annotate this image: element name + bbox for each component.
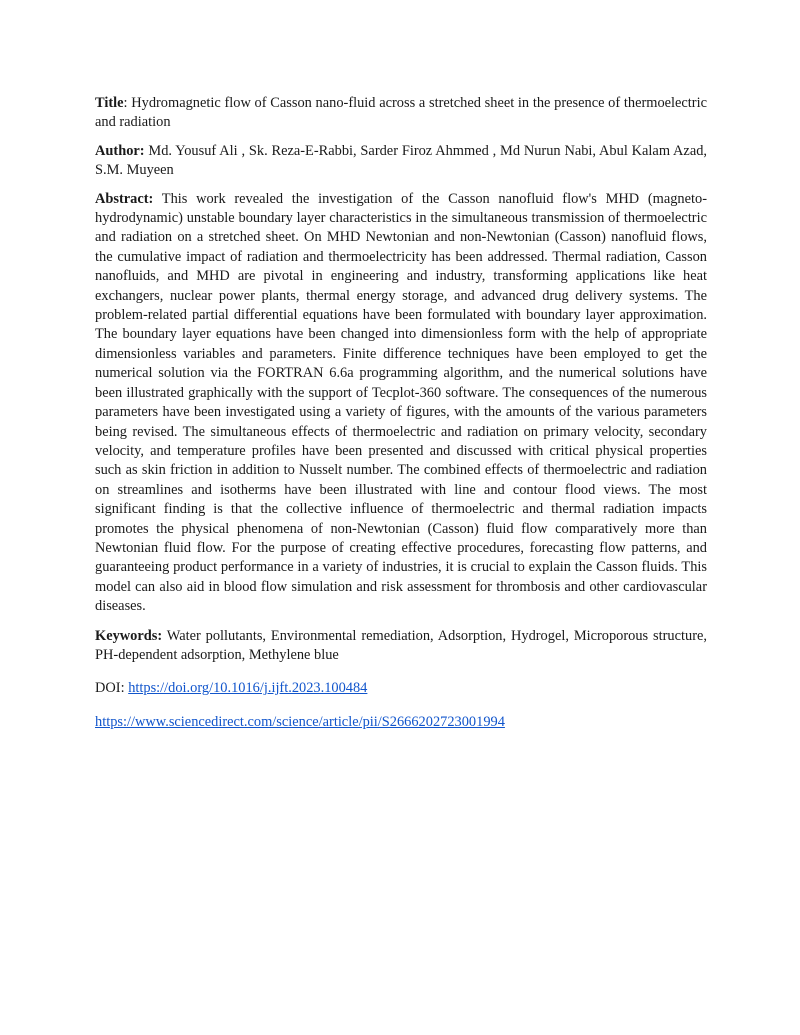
source-link-paragraph — [95, 713, 707, 732]
author-paragraph — [95, 142, 707, 181]
document-page — [95, 94, 707, 741]
keywords-label: Keywords: — [95, 627, 163, 644]
title-text: : Hydromagnetic flow of Casson nano-fluid across a stretched sheet in the presence of thermoelectric and radiation — [95, 95, 707, 131]
title-paragraph — [95, 94, 707, 133]
doi-paragraph — [95, 679, 707, 698]
title-label: Title — [95, 95, 124, 111]
abstract-paragraph — [95, 190, 707, 617]
abstract-label: Abstract: — [95, 190, 154, 207]
author-text: Md. Yousuf Ali , Sk. Reza-E-Rabbi, Sarder Firoz Ahmmed , Md Nurun Nabi, Abul Kalam Azad, S.M. Muyeen — [95, 142, 707, 179]
keywords-text: Water pollutants, Environmental remediation, Adsorption, Hydrogel, Microporous structure, PH-dependent adsorption, Methylene blue — [95, 627, 707, 663]
abstract-text: This work revealed the investigation of the Casson nanofluid flow's MHD (magneto-hydrodynamic) unstable boundary layer characteristics in the simultaneous transmission of thermoelectric and radiation on a stretched sheet. On MHD Newtonian and non-Newtonian (Casson) nanofluid flows, the cumulative impact of radiation and thermoelectricity has been addressed. Thermal radiation, Casson nanofluids, and MHD are pivotal in engineering and industry, transforming applications like heat exchangers, nuclear power plants, thermal energy storage, and advanced drug delivery systems. The problem-related partial differential equations have been formulated with boundary layer approximation. The boundary layer equations have been changed into dimensionless form with the help of appropriate dimensionless variables and parameters. Finite difference techniques have been employed to get the numerical solution via the FORTRAN 6.6a programming algorithm, and the numerical solutions have been illustrated graphically with the support of Tecplot-360 software. The consequences of the numerous parameters have been investigated using a variety of figures, with the amounts of the various parameters being revised. The simultaneous effects of thermoelectric and radiation on primary velocity, secondary velocity, and temperature profiles have been presented and discussed with critical physical properties such as skin friction in addition to Nusselt number. The combined effects of thermoelectric and radiation on streamlines and isotherms have been illustrated with line and contour flood views. The most significant finding is that the collective influence of thermoelectric and thermal radiation impacts promotes the physical phenomena of non-Newtonian (Casson) fluid flow comparatively more than Newtonian fluid flow. For the purpose of creating effective procedures, forecasting flow patterns, and guaranteeing product performance in a variety of industries, it is crucial to explain the Casson fluids. This model can also aid in blood flow simulation and risk assessment for thrombosis and other cardiovascular diseases. — [95, 190, 707, 615]
doi-label: DOI: — [95, 680, 129, 697]
author-label: Author: — [95, 142, 145, 159]
keywords-paragraph — [95, 627, 707, 666]
doi-link[interactable]: https://doi.org/10.1016/j.ijft.2023.100484 — [128, 680, 368, 697]
sciencedirect-link[interactable]: https://www.sciencedirect.com/science/article/pii/S2666202723001994 — [95, 713, 505, 730]
